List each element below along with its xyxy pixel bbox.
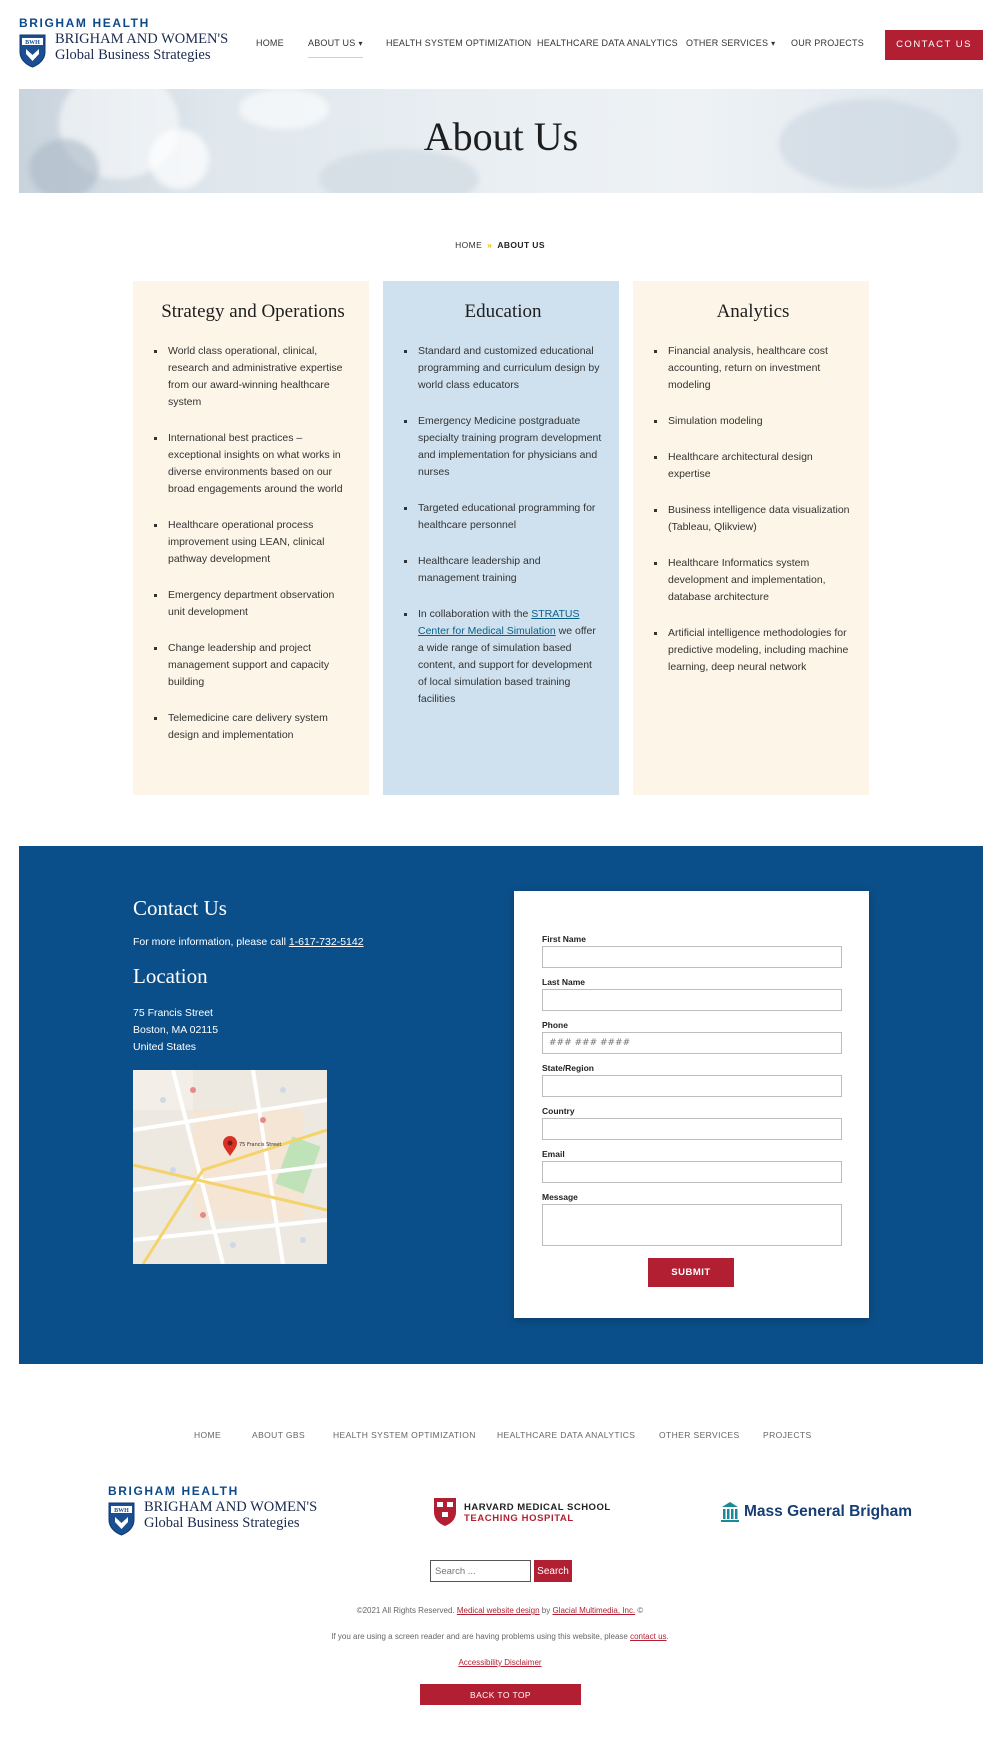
map-pin-label: 75 Francis Street: [239, 1142, 282, 1148]
phone-label: Phone: [542, 1020, 568, 1030]
mgb-text: Mass General Brigham: [744, 1503, 912, 1520]
column-title: Analytics: [716, 301, 790, 322]
hms-line2: TEACHING HOSPITAL: [464, 1513, 574, 1524]
footer-nav-home[interactable]: HOME: [194, 1430, 222, 1440]
bwh-shield-icon: [108, 1502, 135, 1536]
nav-other-services[interactable]: OTHER SERVICES ▾: [686, 38, 776, 48]
contact-info: For more information, please call 1-617-732-5142: [133, 936, 364, 948]
hms-line1: HARVARD MEDICAL SCHOOL: [464, 1502, 611, 1513]
accessibility-disclaimer-link[interactable]: Accessibility Disclaimer: [458, 1658, 542, 1667]
analytics-list: [653, 343, 853, 676]
nav-health-system-optimization[interactable]: HEALTH SYSTEM OPTIMIZATION: [386, 38, 532, 48]
submit-button[interactable]: SUBMIT: [648, 1258, 734, 1287]
list-item: Healthcare leadership and management training: [403, 553, 603, 587]
harvard-medical-school-logo[interactable]: [433, 1497, 611, 1527]
message-field[interactable]: [542, 1204, 842, 1246]
footer-nav-other-services[interactable]: OTHER SERVICES: [659, 1430, 740, 1440]
footer-nav-health-system-optimization[interactable]: HEALTH SYSTEM OPTIMIZATION: [333, 1430, 476, 1440]
search-button[interactable]: Search: [534, 1560, 572, 1582]
copyright: ©2021 All Rights Reserved. Medical website design by Glacial Multimedia, Inc. ©: [356, 1606, 644, 1615]
breadcrumb: [0, 240, 1000, 250]
list-item: Healthcare Informatics system development and implementation, database architecture: [653, 555, 853, 606]
glacial-multimedia-link[interactable]: Glacial Multimedia, Inc.: [552, 1606, 636, 1615]
state-field[interactable]: [542, 1075, 842, 1097]
brand-name: BRIGHAM AND WOMEN'S Global Business Strategies: [144, 1499, 318, 1531]
last-name-label: Last Name: [542, 977, 585, 987]
mgb-building-icon: [720, 1501, 740, 1523]
mass-general-brigham-logo[interactable]: [720, 1500, 912, 1524]
footer-nav-healthcare-data-analytics[interactable]: HEALTHCARE DATA ANALYTICS: [497, 1430, 636, 1440]
breadcrumb-separator-icon: »: [487, 240, 493, 250]
list-item: Change leadership and project management support and capacity building: [153, 640, 353, 691]
list-item: World class operational, clinical, research and administrative expertise from our award-winning healthcare system: [153, 343, 353, 411]
last-name-field[interactable]: [542, 989, 842, 1011]
state-label: State/Region: [542, 1063, 594, 1073]
strategy-list: [153, 343, 353, 744]
email-field[interactable]: [542, 1161, 842, 1183]
page-title: About Us: [423, 114, 579, 159]
list-item: Telemedicine care delivery system design and implementation: [153, 710, 353, 744]
chevron-down-icon: ▾: [358, 39, 363, 48]
contact-section: [19, 846, 983, 1364]
list-item: Business intelligence data visualization (Tableau, Qlikview): [653, 502, 853, 536]
harvard-shield-icon: [433, 1497, 457, 1527]
address: 75 Francis Street Boston, MA 02115 United States: [133, 1007, 219, 1053]
list-item: Healthcare operational process improvement using LEAN, clinical pathway development: [153, 517, 353, 568]
screen-reader-notice: If you are using a screen reader and are having problems using this website, please contact us.: [331, 1632, 669, 1641]
list-item: Emergency department observation unit development: [153, 587, 353, 621]
list-item-collaboration: In collaboration with the STRATUS Center for Medical Simulation we offer a wide range of simulation based content, and support for development of local simulation based training facilities: [403, 606, 603, 708]
list-item: Targeted educational programming for healthcare personnel: [403, 500, 603, 534]
search-input[interactable]: [430, 1560, 531, 1582]
education-list: [403, 343, 603, 708]
nav-our-projects[interactable]: OUR PROJECTS: [791, 38, 864, 48]
message-label: Message: [542, 1192, 578, 1202]
accessibility-disclaimer-row: [0, 1658, 1000, 1667]
column-title: Education: [464, 301, 542, 322]
first-name-field[interactable]: [542, 946, 842, 968]
nav-home[interactable]: HOME: [256, 38, 284, 48]
brand-name: BRIGHAM AND WOMEN'S Global Business Strategies: [55, 31, 229, 63]
nav-healthcare-data-analytics[interactable]: HEALTHCARE DATA ANALYTICS: [537, 38, 678, 48]
education-column: [383, 281, 619, 795]
list-item: International best practices – exceptional insights on what works in diverse environments based on our broad engagements around the world: [153, 430, 353, 498]
phone-link[interactable]: 1-617-732-5142: [288, 936, 364, 948]
stratus-center-link[interactable]: STRATUS Center for Medical Simulation: [418, 608, 580, 637]
brand-top-text: BRIGHAM HEALTH: [108, 1484, 239, 1498]
list-item: Financial analysis, healthcare cost accounting, return on investment modeling: [653, 343, 853, 394]
footer-nav-projects[interactable]: PROJECTS: [763, 1430, 812, 1440]
contact-us-link[interactable]: contact us: [630, 1632, 667, 1641]
contact-title: Contact Us: [133, 896, 227, 920]
medical-website-design-link[interactable]: Medical website design: [456, 1606, 540, 1615]
hero-banner: [19, 89, 983, 193]
bwh-shield-icon: [19, 34, 46, 68]
contact-form: [514, 891, 869, 1318]
email-label: Email: [542, 1149, 565, 1159]
country-label: Country: [542, 1106, 575, 1116]
column-title: Strategy and Operations: [161, 301, 345, 322]
map-graphic: [133, 1070, 327, 1264]
location-title: Location: [133, 964, 208, 988]
brand-top-text: BRIGHAM HEALTH: [19, 16, 150, 30]
nav-about-us[interactable]: ABOUT US ▾: [308, 38, 363, 58]
first-name-label: First Name: [542, 934, 586, 944]
shield-text: BWH: [114, 1508, 129, 1514]
back-to-top-button[interactable]: BACK TO TOP: [420, 1684, 581, 1705]
list-item: Healthcare architectural design expertise: [653, 449, 853, 483]
footer-nav-about-gbs[interactable]: ABOUT GBS: [252, 1430, 306, 1440]
list-item: Emergency Medicine postgraduate specialty training program development and implementation for physicians and nurses: [403, 413, 603, 481]
contact-us-button[interactable]: CONTACT US: [885, 30, 983, 60]
chevron-down-icon: ▾: [771, 39, 776, 48]
shield-text: BWH: [25, 40, 40, 46]
breadcrumb-current: ABOUT US: [497, 240, 545, 250]
phone-field[interactable]: [542, 1032, 842, 1054]
country-field[interactable]: [542, 1118, 842, 1140]
footer-brigham-logo[interactable]: [108, 1484, 328, 1544]
strategy-operations-column: [133, 281, 369, 795]
list-item: Simulation modeling: [653, 413, 853, 430]
brigham-logo[interactable]: [19, 16, 239, 72]
footer-nav: [0, 1430, 1000, 1444]
location-map[interactable]: [133, 1070, 327, 1264]
list-item: Standard and customized educational programming and curriculum design by world class educators: [403, 343, 603, 394]
analytics-column: [633, 281, 869, 795]
list-item: Artificial intelligence methodologies for predictive modeling, including machine learning, deep neural network: [653, 625, 853, 676]
site-header: [0, 0, 1000, 88]
breadcrumb-home[interactable]: HOME: [455, 240, 483, 250]
